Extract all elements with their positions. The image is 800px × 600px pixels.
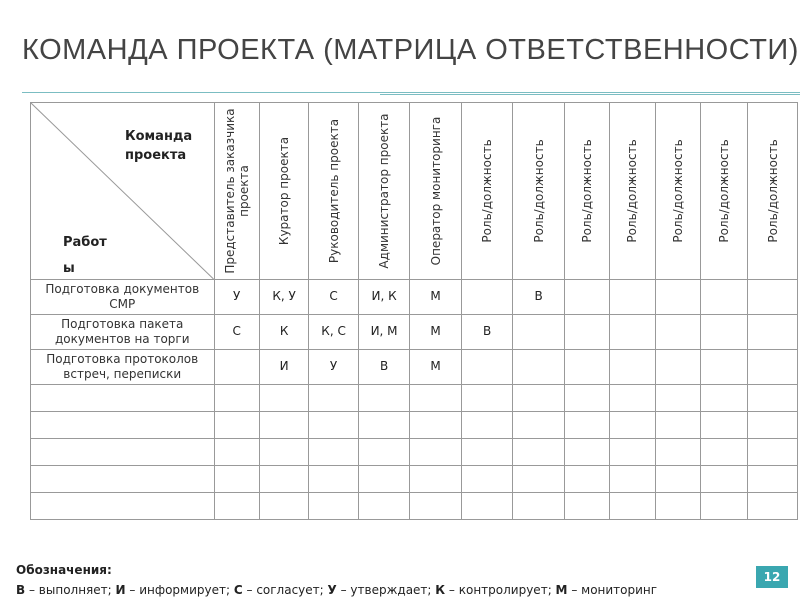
empty-cell — [513, 493, 565, 520]
empty-cell — [31, 493, 215, 520]
responsibility-cell: В — [513, 280, 565, 315]
role-header — [701, 103, 748, 280]
empty-cell — [748, 466, 798, 493]
empty-cell — [461, 385, 513, 412]
responsibility-cell — [701, 350, 748, 385]
empty-row — [31, 439, 798, 466]
empty-cell — [461, 466, 513, 493]
legend-items: В – выполняет; И – информирует; С – согласует; У – утверждает; К – контролирует; М – мониторинг — [16, 583, 658, 597]
empty-cell — [655, 466, 700, 493]
empty-cell — [309, 493, 358, 520]
legend-meaning: контролирует — [458, 583, 548, 597]
legend-heading: Обозначения: — [16, 563, 112, 577]
empty-cell — [309, 439, 358, 466]
empty-row — [31, 412, 798, 439]
responsibility-cell: К, С — [309, 315, 358, 350]
empty-cell — [610, 439, 655, 466]
role-header-label: Роль/должность — [717, 139, 732, 243]
empty-cell — [655, 493, 700, 520]
role-header — [410, 103, 462, 280]
role-header — [259, 103, 308, 280]
legend-item: М – мониторинг — [555, 583, 658, 597]
responsibility-cell — [655, 315, 700, 350]
responsibility-cell — [610, 315, 655, 350]
role-header — [513, 103, 565, 280]
responsibility-cell: В — [461, 315, 513, 350]
responsibility-cell — [564, 280, 609, 315]
empty-cell — [309, 385, 358, 412]
empty-cell — [410, 439, 462, 466]
responsibility-cell — [748, 350, 798, 385]
responsibility-cell — [513, 315, 565, 350]
empty-row — [31, 385, 798, 412]
responsibility-cell: М — [410, 280, 462, 315]
responsibility-cell — [701, 280, 748, 315]
empty-cell — [564, 385, 609, 412]
legend-code: В — [16, 583, 26, 597]
responsibility-cell: М — [410, 350, 462, 385]
empty-cell — [214, 385, 259, 412]
empty-cell — [214, 439, 259, 466]
empty-cell — [701, 466, 748, 493]
legend-meaning: утверждает — [350, 583, 428, 597]
empty-cell — [31, 466, 215, 493]
empty-cell — [309, 466, 358, 493]
empty-cell — [358, 385, 410, 412]
responsibility-cell — [564, 350, 609, 385]
responsibility-matrix — [30, 102, 798, 520]
page-title: КОМАНДА ПРОЕКТА (МАТРИЦА ОТВЕТСТВЕННОСТИ) — [22, 34, 799, 66]
empty-cell — [513, 439, 565, 466]
responsibility-cell: У — [214, 280, 259, 315]
empty-cell — [701, 385, 748, 412]
role-header — [564, 103, 609, 280]
responsibility-cell — [513, 350, 565, 385]
title-underline — [22, 92, 800, 93]
role-header-label: Оператор мониторинга — [428, 116, 443, 266]
empty-cell — [259, 493, 308, 520]
legend-code: М — [555, 583, 568, 597]
empty-cell — [461, 493, 513, 520]
table-row — [31, 350, 798, 385]
empty-cell — [309, 412, 358, 439]
role-header — [309, 103, 358, 280]
legend-item: У – утверждает — [327, 583, 428, 597]
work-name: Подготовка протоколов встреч, переписки — [31, 350, 215, 385]
corner-team-label: Команда проекта — [125, 129, 193, 163]
empty-cell — [31, 439, 215, 466]
responsibility-cell: И, К — [358, 280, 410, 315]
empty-cell — [410, 466, 462, 493]
legend-item: С – согласует — [233, 583, 320, 597]
empty-cell — [701, 412, 748, 439]
responsibility-cell — [564, 315, 609, 350]
responsibility-cell: К — [259, 315, 308, 350]
legend-code: У — [327, 583, 337, 597]
work-name: Подготовка документов СМР — [31, 280, 215, 315]
table-row — [31, 315, 798, 350]
responsibility-cell: И, М — [358, 315, 410, 350]
empty-cell — [513, 466, 565, 493]
page-number-badge: 12 — [756, 566, 788, 588]
empty-cell — [214, 493, 259, 520]
role-header — [748, 103, 798, 280]
empty-cell — [461, 439, 513, 466]
empty-cell — [701, 493, 748, 520]
empty-cell — [564, 412, 609, 439]
legend-code: И — [115, 583, 126, 597]
responsibility-cell: У — [309, 350, 358, 385]
empty-cell — [358, 439, 410, 466]
role-header — [461, 103, 513, 280]
responsibility-cell — [214, 350, 259, 385]
empty-cell — [259, 385, 308, 412]
table-row — [31, 280, 798, 315]
empty-cell — [410, 493, 462, 520]
responsibility-cell — [461, 350, 513, 385]
role-header-label: Представитель заказчика проекта — [222, 108, 251, 274]
responsibility-cell — [610, 350, 655, 385]
empty-cell — [358, 493, 410, 520]
empty-row — [31, 493, 798, 520]
empty-cell — [461, 412, 513, 439]
empty-cell — [358, 466, 410, 493]
legend-item: В – выполняет — [16, 583, 108, 597]
legend-code: С — [233, 583, 243, 597]
empty-cell — [31, 385, 215, 412]
empty-cell — [513, 412, 565, 439]
responsibility-cell: И — [259, 350, 308, 385]
legend-meaning: согласует — [256, 583, 320, 597]
role-header-label: Роль/должность — [670, 139, 685, 243]
empty-cell — [701, 439, 748, 466]
corner-works-label: Работ ы — [63, 235, 107, 276]
legend-meaning: мониторинг — [581, 583, 658, 597]
work-name: Подготовка пакета документов на торги — [31, 315, 215, 350]
empty-cell — [259, 466, 308, 493]
legend-item: К – контролирует — [435, 583, 548, 597]
legend-item: И – информирует — [115, 583, 226, 597]
empty-cell — [610, 385, 655, 412]
responsibility-cell — [748, 315, 798, 350]
responsibility-cell: В — [358, 350, 410, 385]
empty-cell — [564, 439, 609, 466]
responsibility-cell — [748, 280, 798, 315]
empty-cell — [259, 439, 308, 466]
responsibility-cell: К, У — [259, 280, 308, 315]
role-header-label: Роль/должность — [480, 139, 495, 243]
responsibility-cell: С — [309, 280, 358, 315]
empty-cell — [655, 439, 700, 466]
empty-cell — [410, 385, 462, 412]
role-header — [358, 103, 410, 280]
empty-cell — [564, 466, 609, 493]
role-header-label: Роль/должность — [580, 139, 595, 243]
empty-cell — [358, 412, 410, 439]
role-header — [214, 103, 259, 280]
empty-cell — [513, 385, 565, 412]
responsibility-cell: С — [214, 315, 259, 350]
role-header — [655, 103, 700, 280]
empty-cell — [610, 493, 655, 520]
legend-meaning: выполняет — [38, 583, 108, 597]
responsibility-cell — [655, 350, 700, 385]
empty-cell — [259, 412, 308, 439]
legend — [16, 560, 756, 600]
title-underline-accent — [380, 94, 800, 95]
role-header-label: Руководитель проекта — [326, 118, 341, 264]
role-header-label: Роль/должность — [625, 139, 640, 243]
responsibility-cell — [610, 280, 655, 315]
empty-cell — [214, 466, 259, 493]
empty-cell — [748, 439, 798, 466]
empty-cell — [564, 493, 609, 520]
role-header-label: Роль/должность — [531, 139, 546, 243]
responsibility-cell — [655, 280, 700, 315]
empty-cell — [655, 412, 700, 439]
role-header-label: Роль/должность — [765, 139, 780, 243]
empty-cell — [748, 385, 798, 412]
role-header — [610, 103, 655, 280]
empty-cell — [655, 385, 700, 412]
responsibility-cell — [701, 315, 748, 350]
matrix-corner-cell — [31, 103, 215, 280]
responsibility-cell — [461, 280, 513, 315]
empty-cell — [610, 412, 655, 439]
empty-cell — [214, 412, 259, 439]
legend-code: К — [435, 583, 446, 597]
empty-cell — [748, 412, 798, 439]
responsibility-cell: М — [410, 315, 462, 350]
empty-cell — [410, 412, 462, 439]
empty-cell — [610, 466, 655, 493]
empty-cell — [748, 493, 798, 520]
empty-row — [31, 466, 798, 493]
role-header-label: Администратор проекта — [377, 113, 392, 269]
empty-cell — [31, 412, 215, 439]
legend-meaning: информирует — [139, 583, 226, 597]
role-header-label: Куратор проекта — [277, 136, 292, 246]
